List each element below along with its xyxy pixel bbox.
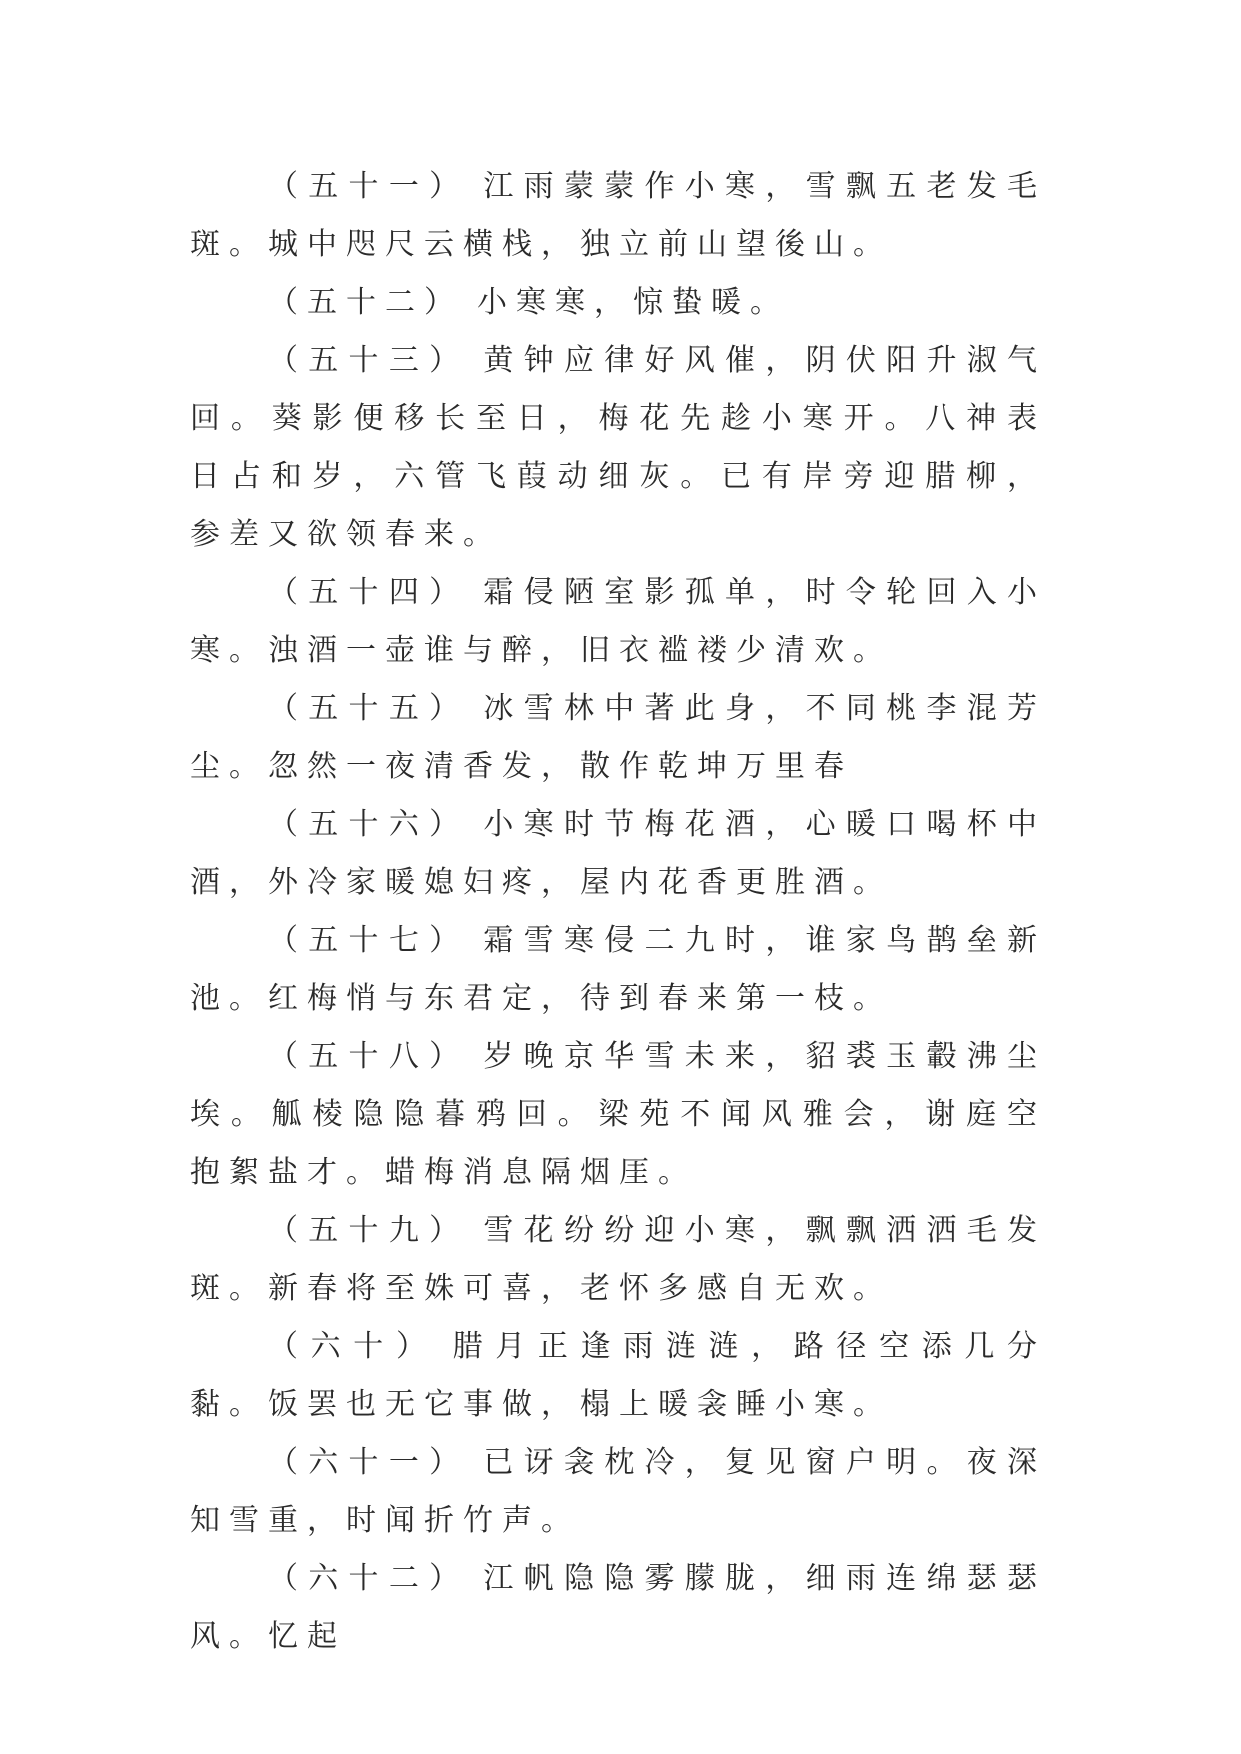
poem-number: （五十二）: [268, 285, 463, 320]
poem-number: （五十七）: [268, 923, 470, 958]
poem-number: （五十八）: [268, 1039, 470, 1074]
poem-text: 霜侵陋室影孤单，时令轮回入小寒。浊酒一壶谁与醉，旧衣褴褛少清欢。: [190, 575, 1047, 668]
document-body: [190, 158, 1046, 1666]
poem-text: 江帆隐隐雾朦胧，细雨连绵瑟瑟风。忆起: [190, 1561, 1047, 1654]
poem-text: 小寒寒，惊蛰暖。: [477, 285, 789, 320]
poem-paragraph: [190, 796, 1046, 912]
poem-text: 小寒时节梅花酒，心暖口喝杯中酒，外冷家暖媳妇疼，屋内花香更胜酒。: [190, 807, 1047, 900]
poem-paragraph: [190, 1202, 1046, 1318]
poem-text: 黄钟应律好风催，阴伏阳升淑气回。葵影便移长至日，梅花先趁小寒开。八神表日占和岁，六管飞葭动细灰。已有岸旁迎腊柳，参差又欲领春来。: [190, 343, 1047, 552]
poem-number: （六十）: [268, 1329, 439, 1364]
poem-text: 已讶衾枕冷，复见窗户明。夜深知雪重，时闻折竹声。: [190, 1445, 1047, 1538]
poem-paragraph: [190, 680, 1046, 796]
poem-text: 雪花纷纷迎小寒，飘飘洒洒毛发斑。新春将至姝可喜，老怀多感自无欢。: [190, 1213, 1047, 1306]
poem-number: （六十二）: [268, 1561, 470, 1596]
poem-paragraph: [190, 158, 1046, 274]
poem-paragraph: [190, 1318, 1046, 1434]
poem-text: 岁晚京华雪未来，貂裘玉轂沸尘埃。觚棱隐隐暮鸦回。梁苑不闻风雅会，谢庭空抱絮盐才。蜡梅消息隔烟厓。: [190, 1039, 1047, 1190]
poem-paragraph: [190, 1434, 1046, 1550]
poem-paragraph: [190, 274, 1046, 332]
poem-number: （五十四）: [268, 575, 470, 610]
poem-number: （五十五）: [268, 691, 470, 726]
poem-paragraph: [190, 912, 1046, 1028]
poem-text: 江雨蒙蒙作小寒，雪飘五老发毛斑。城中咫尺云横栈，独立前山望後山。: [190, 169, 1047, 262]
poem-paragraph: [190, 332, 1046, 564]
poem-number: （五十三）: [268, 343, 470, 378]
poem-number: （五十九）: [268, 1213, 470, 1248]
poem-paragraph: [190, 1550, 1046, 1666]
poem-paragraph: [190, 1028, 1046, 1202]
poem-number: （五十一）: [268, 169, 470, 204]
poem-text: 腊月正逢雨涟涟，路径空添几分黏。饭罢也无它事做，榻上暖衾睡小寒。: [190, 1329, 1047, 1422]
poem-text: 霜雪寒侵二九时，谁家鸟鹊垒新池。红梅悄与东君定，待到春来第一枝。: [190, 923, 1047, 1016]
poem-text: 冰雪林中著此身，不同桃李混芳尘。忽然一夜清香发，散作乾坤万里春: [190, 691, 1047, 784]
poem-paragraph: [190, 564, 1046, 680]
poem-number: （六十一）: [268, 1445, 470, 1480]
poem-number: （五十六）: [268, 807, 470, 842]
